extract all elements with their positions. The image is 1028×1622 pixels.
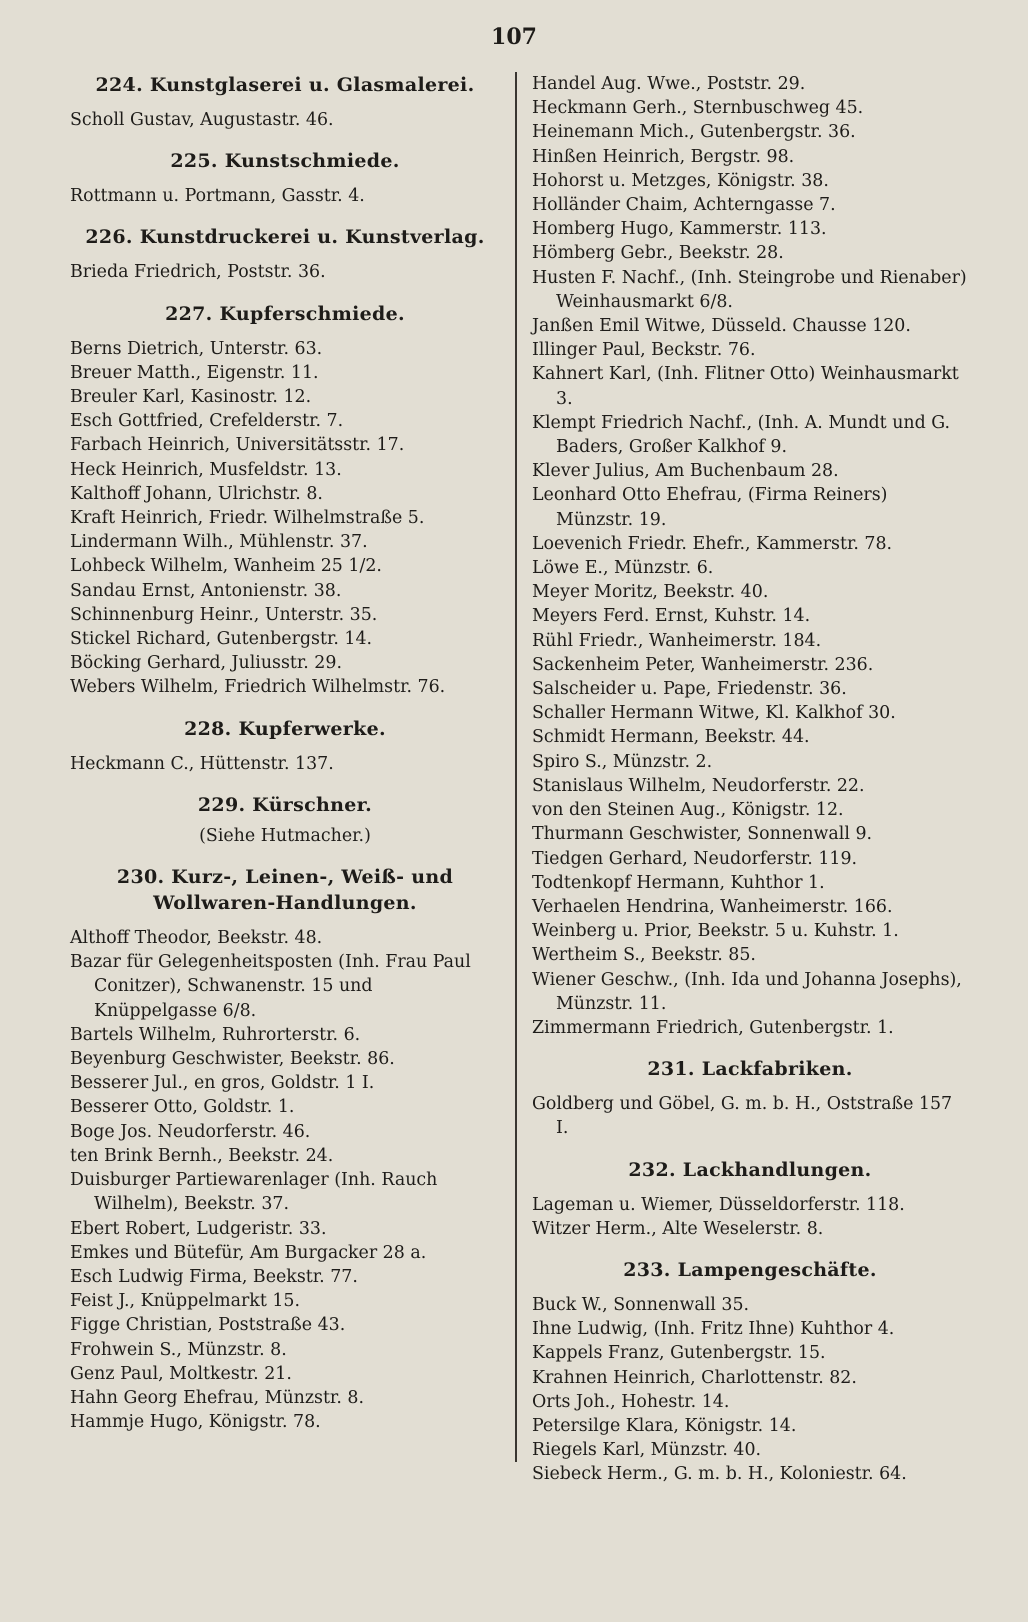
directory-entry: Zimmermann Friedrich, Gutenbergstr. 1. <box>532 1017 894 1038</box>
directory-entry: Bazar für Gelegenheitsposten (Inh. Frau Paul Conitzer), Schwanenstr. 15 und Knüppelgasse 6/8. <box>70 952 471 1021</box>
directory-entry: Löwe E., Münzstr. 6. <box>532 558 714 579</box>
section-heading: 227. Kupferschmiede. <box>165 302 405 325</box>
directory-entry: Ebert Robert, Ludgeristr. 33. <box>70 1218 327 1239</box>
directory-entry: Goldberg und Göbel, G. m. b. H., Oststraße 157 I. <box>532 1094 953 1139</box>
section-heading: 225. Kunstschmiede. <box>170 150 400 173</box>
directory-entry: Figge Christian, Poststraße 43. <box>70 1315 346 1336</box>
directory-entry: Homberg Hugo, Kammerstr. 113. <box>532 219 827 240</box>
directory-entry: Heinemann Mich., Gutenbergstr. 36. <box>532 122 856 143</box>
directory-entry: Hohorst u. Metzges, Königstr. 38. <box>532 170 829 191</box>
directory-entry: Breuler Karl, Kasinostr. 12. <box>70 387 312 408</box>
section-heading: 229. Kürschner. <box>197 793 373 816</box>
directory-entry: Thurmann Geschwister, Sonnenwall 9. <box>532 824 873 845</box>
directory-entry: Rottmann u. Portmann, Gasstr. 4. <box>70 186 365 207</box>
section-heading: 233. Lampengeschäfte. <box>623 1258 877 1281</box>
directory-entry: Orts Joh., Hohestr. 14. <box>532 1391 730 1412</box>
entry-list <box>70 108 500 132</box>
directory-section <box>70 301 500 700</box>
section-heading: 231. Lackfabriken. <box>647 1058 853 1081</box>
directory-entry: Sandau Ernst, Antonienstr. 38. <box>70 580 342 601</box>
directory-entry: Esch Ludwig Firma, Beekstr. 77. <box>70 1266 358 1287</box>
directory-entry: Bartels Wilhelm, Ruhrorterstr. 6. <box>70 1024 361 1045</box>
directory-entry: Genz Paul, Moltkestr. 21. <box>70 1363 292 1384</box>
directory-entry: von den Steinen Aug., Königstr. 12. <box>532 800 844 821</box>
directory-entry: Berns Dietrich, Unterstr. 63. <box>70 338 323 359</box>
entry-list <box>532 1092 968 1140</box>
directory-entry: Janßen Emil Witwe, Düsseld. Chausse 120. <box>532 316 911 337</box>
entry-list <box>532 72 968 1040</box>
directory-entry: Emkes und Bütefür, Am Burgacker 28 a. <box>70 1242 427 1263</box>
entry-list <box>70 184 500 208</box>
directory-entry: Kalthoff Johann, Ulrichstr. 8. <box>70 483 323 504</box>
directory-entry: Hahn Georg Ehefrau, Münzstr. 8. <box>70 1387 364 1408</box>
directory-entry: Rühl Friedr., Wanheimerstr. 184. <box>532 630 822 651</box>
directory-entry: Lindermann Wilh., Mühlenstr. 37. <box>70 532 368 553</box>
directory-entry: Frohwein S., Münzstr. 8. <box>70 1339 287 1360</box>
directory-entry: Buck W., Sonnenwall 35. <box>532 1294 750 1315</box>
directory-entry: Webers Wilhelm, Friedrich Wilhelmstr. 76. <box>70 677 446 698</box>
directory-entry: Klempt Friedrich Nachf., (Inh. A. Mundt und G. Baders, Großer Kalkhof 9. <box>532 412 951 458</box>
directory-entry: Heck Heinrich, Musfeldstr. 13. <box>70 459 342 480</box>
directory-entry: Böcking Gerhard, Juliusstr. 29. <box>70 653 342 674</box>
directory-entry: Leonhard Otto Ehefrau, (Firma Reiners) Münzstr. 19. <box>532 485 888 530</box>
directory-entry: Tiedgen Gerhard, Neudorferstr. 119. <box>532 848 858 869</box>
directory-entry: Ihne Ludwig, (Inh. Fritz Ihne) Kuhthor 4. <box>532 1319 895 1340</box>
page-number: 107 <box>491 24 537 50</box>
entry-list <box>70 926 500 1434</box>
entry-list <box>532 1293 968 1487</box>
directory-section <box>70 224 500 284</box>
directory-entry: Boge Jos. Neudorferstr. 46. <box>70 1121 311 1142</box>
left-column <box>70 72 500 1434</box>
section-heading: 230. Kurz-, Leinen-, Weiß- und Wollwaren-Handlungen. <box>116 866 454 915</box>
directory-entry: Breuer Matth., Eigenstr. 11. <box>70 362 319 383</box>
directory-section <box>70 792 500 848</box>
entry-list <box>70 752 500 776</box>
directory-entry: Salscheider u. Pape, Friedenstr. 36. <box>532 679 847 700</box>
directory-entry: Witzer Herm., Alte Weselerstr. 8. <box>532 1218 824 1239</box>
right-column <box>532 72 968 1487</box>
directory-entry: Petersilge Klara, Königstr. 14. <box>532 1415 797 1436</box>
directory-entry: Hammje Hugo, Königstr. 78. <box>70 1412 321 1433</box>
directory-entry: Kappels Franz, Gutenbergstr. 15. <box>532 1343 826 1364</box>
directory-entry: Heckmann Gerh., Sternbuschweg 45. <box>532 98 864 119</box>
directory-entry: Sackenheim Peter, Wanheimerstr. 236. <box>532 654 874 675</box>
directory-entry: Handel Aug. Wwe., Poststr. 29. <box>532 74 806 94</box>
directory-entry: ten Brink Bernh., Beekstr. 24. <box>70 1145 334 1166</box>
directory-entry: Schaller Hermann Witwe, Kl. Kalkhof 30. <box>532 703 896 724</box>
directory-entry: Hömberg Gebr., Beekstr. 28. <box>532 243 784 264</box>
directory-entry: Stickel Richard, Gutenbergstr. 14. <box>70 629 373 650</box>
section-heading: 224. Kunstglaserei u. Glasmalerei. <box>95 74 475 96</box>
directory-entry: Lageman u. Wiemer, Düsseldorferstr. 118. <box>532 1194 905 1215</box>
directory-entry: Heckmann C., Hüttenstr. 137. <box>70 753 334 774</box>
directory-entry: Verhaelen Hendrina, Wanheimerstr. 166. <box>532 896 893 917</box>
directory-entry: Spiro S., Münzstr. 2. <box>532 751 713 772</box>
directory-entry: Riegels Karl, Münzstr. 40. <box>532 1440 762 1461</box>
directory-section <box>532 1157 968 1241</box>
directory-entry: Siebeck Herm., G. m. b. H., Koloniestr. 64. <box>532 1464 907 1485</box>
directory-section <box>532 72 968 1040</box>
directory-entry: Schmidt Hermann, Beekstr. 44. <box>532 727 810 748</box>
directory-section <box>532 1056 968 1140</box>
directory-entry: Scholl Gustav, Augustastr. 46. <box>70 110 334 130</box>
entry-list <box>70 260 500 284</box>
directory-entry: Krahnen Heinrich, Charlottenstr. 82. <box>532 1367 857 1388</box>
directory-entry: Kahnert Karl, (Inh. Flitner Otto) Weinhausmarkt 3. <box>532 364 959 409</box>
directory-entry: Besserer Otto, Goldstr. 1. <box>70 1097 295 1118</box>
directory-entry: Althoff Theodor, Beekstr. 48. <box>70 928 323 949</box>
directory-section <box>70 72 500 132</box>
section-heading: 228. Kupferwerke. <box>184 717 386 740</box>
directory-entry: Husten F. Nachf., (Inh. Steingrobe und Rienaber) Weinhausmarkt 6/8. <box>532 267 967 312</box>
directory-entry: Meyers Ferd. Ernst, Kuhstr. 14. <box>532 606 811 627</box>
directory-entry: Farbach Heinrich, Universitätsstr. 17. <box>70 435 405 456</box>
directory-section <box>532 1257 968 1487</box>
section-heading: 226. Kunstdruckerei u. Kunstverlag. <box>85 226 485 249</box>
directory-entry: Wiener Geschw., (Inh. Ida und Johanna Josephs), Münzstr. 11. <box>532 969 962 1014</box>
directory-entry: Schinnenburg Heinr., Unterstr. 35. <box>70 604 378 625</box>
directory-entry: Loevenich Friedr. Ehefr., Kammerstr. 78. <box>532 533 893 554</box>
directory-entry: Feist J., Knüppelmarkt 15. <box>70 1291 301 1312</box>
section-note: (Siehe Hutmacher.) <box>199 825 371 846</box>
directory-section <box>70 148 500 208</box>
directory-entry: Holländer Chaim, Achterngasse 7. <box>532 195 836 216</box>
directory-section <box>70 716 500 776</box>
directory-entry: Esch Gottfried, Crefelderstr. 7. <box>70 411 344 432</box>
column-divider <box>515 72 517 1462</box>
directory-entry: Stanislaus Wilhelm, Neudorferstr. 22. <box>532 775 865 796</box>
directory-entry: Hinßen Heinrich, Bergstr. 98. <box>532 146 795 167</box>
directory-entry: Wertheim S., Beekstr. 85. <box>532 945 756 966</box>
directory-entry: Besserer Jul., en gros, Goldstr. 1 I. <box>70 1073 375 1094</box>
directory-section <box>70 864 500 1434</box>
directory-entry: Weinberg u. Prior, Beekstr. 5 u. Kuhstr. 1. <box>532 921 899 942</box>
entry-list <box>532 1193 968 1241</box>
directory-entry: Duisburger Partiewarenlager (Inh. Rauch Wilhelm), Beekstr. 37. <box>70 1170 438 1215</box>
section-heading: 232. Lackhandlungen. <box>628 1158 872 1181</box>
directory-entry: Brieda Friedrich, Poststr. 36. <box>70 262 326 283</box>
directory-entry: Kraft Heinrich, Friedr. Wilhelmstraße 5. <box>70 508 425 529</box>
directory-entry: Klever Julius, Am Buchenbaum 28. <box>532 461 839 482</box>
entry-list <box>70 337 500 700</box>
directory-entry: Illinger Paul, Beckstr. 76. <box>532 340 756 361</box>
directory-entry: Lohbeck Wilhelm, Wanheim 25 1/2. <box>70 556 382 577</box>
directory-entry: Todtenkopf Hermann, Kuhthor 1. <box>532 872 825 893</box>
directory-entry: Meyer Moritz, Beekstr. 40. <box>532 582 769 603</box>
directory-entry: Beyenburg Geschwister, Beekstr. 86. <box>70 1049 395 1070</box>
